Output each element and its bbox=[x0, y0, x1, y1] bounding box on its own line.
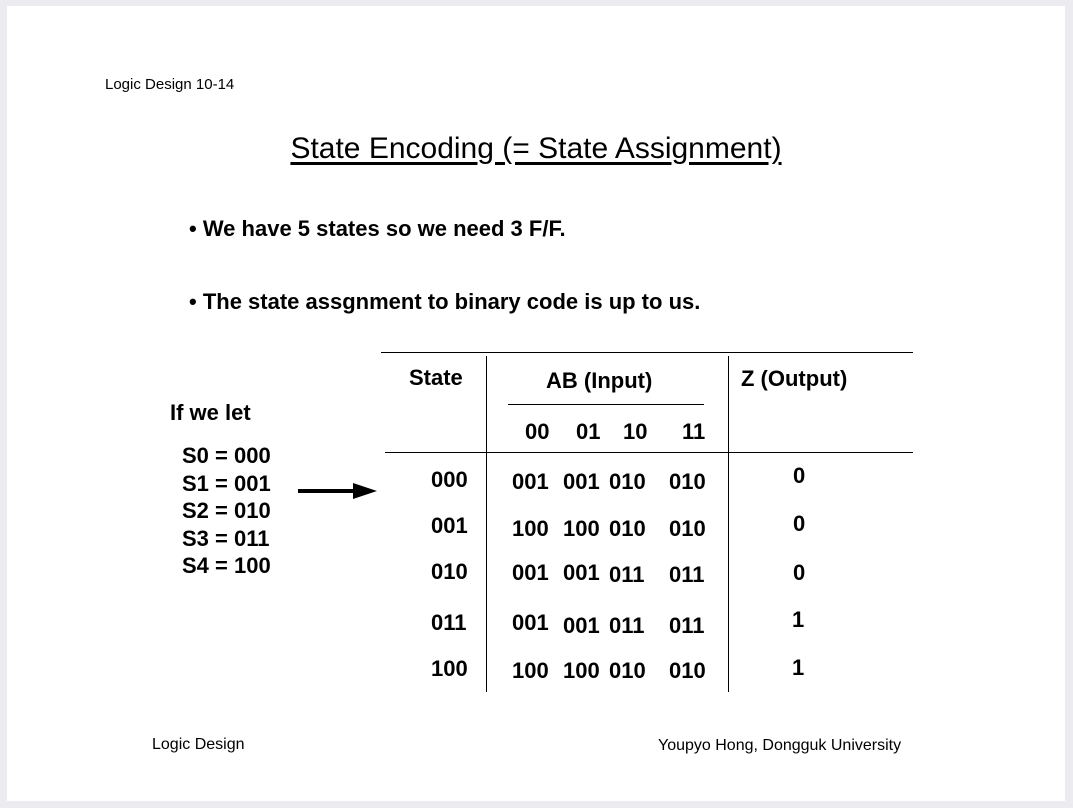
table-cell-next: 011 bbox=[669, 613, 705, 638]
table-cell-next: 010 bbox=[669, 658, 706, 683]
assignment-item: S2 = 010 bbox=[182, 498, 271, 523]
table-divider-left bbox=[486, 356, 487, 692]
table-row-state: 000 bbox=[431, 467, 468, 492]
table-row-state: 001 bbox=[431, 513, 468, 538]
table-cell-output: 0 bbox=[793, 511, 806, 536]
table-row-state: 100 bbox=[431, 656, 468, 681]
table-cell-next: 001 bbox=[563, 469, 600, 494]
table-cell-next: 100 bbox=[563, 658, 600, 683]
table-cell-next: 100 bbox=[512, 658, 549, 683]
table-row-state: 010 bbox=[431, 559, 468, 584]
bullet-1: • We have 5 states so we need 3 F/F. bbox=[189, 216, 566, 241]
table-cell-next: 100 bbox=[563, 516, 600, 541]
slide-header-label: Logic Design 10-14 bbox=[105, 76, 235, 93]
column-header-output: Z (Output) bbox=[741, 366, 848, 391]
column-header-state: State bbox=[409, 365, 463, 390]
table-cell-next: 010 bbox=[609, 516, 646, 541]
table-cell-next: 010 bbox=[609, 469, 646, 494]
assignment-intro: If we let bbox=[170, 400, 251, 425]
slide bbox=[7, 6, 1065, 801]
footer-left: Logic Design bbox=[152, 736, 245, 753]
input-subheader-rule bbox=[508, 404, 704, 405]
table-cell-next: 010 bbox=[609, 658, 646, 683]
table-cell-next: 001 bbox=[512, 469, 549, 494]
assignment-item: S0 = 000 bbox=[182, 443, 271, 468]
table-cell-next: 001 bbox=[563, 613, 600, 638]
table-divider-right bbox=[728, 356, 729, 692]
table-cell-next: 001 bbox=[512, 610, 549, 635]
table-top-rule bbox=[381, 352, 913, 353]
table-row-state: 011 bbox=[431, 610, 467, 635]
assignment-list bbox=[182, 442, 271, 580]
input-code: 11 bbox=[682, 419, 706, 444]
table-header-rule bbox=[385, 452, 913, 453]
input-code: 10 bbox=[623, 419, 648, 444]
column-header-input: AB (Input) bbox=[546, 368, 653, 393]
slide-title: State Encoding (= State Assignment) bbox=[290, 132, 782, 165]
table-cell-output: 0 bbox=[793, 463, 806, 488]
table-cell-next: 011 bbox=[609, 613, 645, 638]
table-cell-next: 001 bbox=[512, 560, 549, 585]
right-arrow-icon bbox=[297, 480, 379, 502]
input-code: 00 bbox=[525, 419, 550, 444]
table-cell-next: 010 bbox=[669, 469, 706, 494]
table-cell-output: 1 bbox=[792, 655, 805, 680]
footer-right: Youpyo Hong, Dongguk University bbox=[658, 737, 902, 754]
bullet-2: • The state assgnment to binary code is up to us. bbox=[189, 289, 701, 314]
input-code: 01 bbox=[576, 419, 601, 444]
table-cell-next: 100 bbox=[512, 516, 549, 541]
table-cell-next: 001 bbox=[563, 560, 600, 585]
assignment-item: S4 = 100 bbox=[182, 553, 271, 578]
assignment-item: S1 = 001 bbox=[182, 470, 271, 496]
table-cell-output: 0 bbox=[793, 560, 806, 585]
table-cell-next: 011 bbox=[609, 562, 645, 587]
table-cell-next: 011 bbox=[669, 562, 705, 587]
table-cell-next: 010 bbox=[669, 516, 706, 541]
assignment-item: S3 = 011 bbox=[182, 525, 270, 551]
table-cell-output: 1 bbox=[792, 607, 805, 632]
